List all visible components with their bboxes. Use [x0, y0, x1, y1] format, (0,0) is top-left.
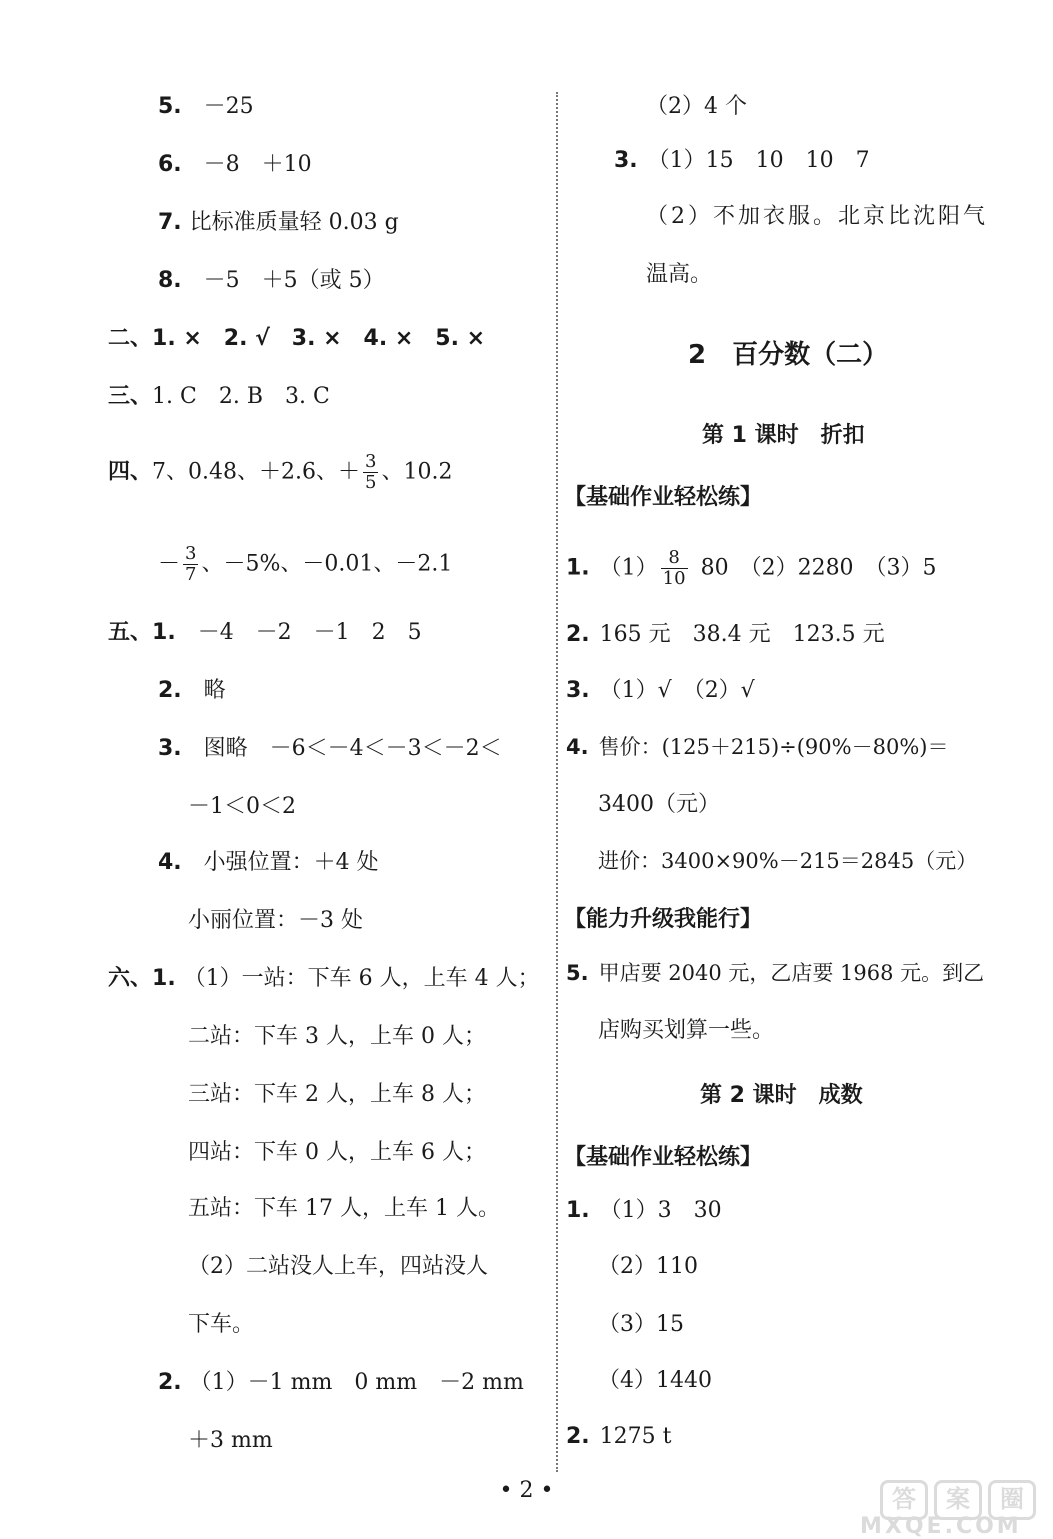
section-6-q2-cont: ＋3 mm	[188, 1428, 273, 1453]
exercise-5: 5. 甲店要 2040 元，乙店要 1968 元。到乙	[566, 961, 985, 985]
section-heading: 【基础作业轻松练】	[564, 485, 763, 510]
exercise-5-cont: 店购买划算一些。	[598, 1018, 775, 1043]
answer-8: 8. －5 ＋5（或 5）	[158, 268, 385, 293]
section-4-answers: 四、7、0.48、＋2.6、＋ $\frac{3}{5}$ 、10.2	[108, 451, 453, 493]
exercise-2: 2. 165 元 38.4 元 123.5 元	[566, 622, 885, 647]
exercise-3: 3. （1）√ （2）√	[566, 678, 755, 703]
answer-3: 3. （1）15 10 10 7	[614, 148, 870, 173]
section-2-answers: 二、1. × 2. √ 3. × 4. × 5. ×	[108, 326, 486, 351]
section-4-answers-cont: － $\frac{3}{7}$ 、－5%、－0.01、－2.1	[158, 543, 453, 585]
exercise-1: 1. （1） $\frac{8}{10}$ 80 （2）2280 （3）5	[566, 547, 937, 589]
exercise-s2: 2. 1275 t	[566, 1424, 672, 1449]
watermark-logo	[860, 1480, 1050, 1539]
section-6-q2: 2. （1）－1 mm 0 mm －2 mm	[158, 1370, 524, 1395]
section-5-q2: 2. 略	[158, 678, 226, 703]
exercise-s1-3: （3）15	[598, 1312, 684, 1337]
answer-5: 5. －25	[158, 94, 254, 119]
section-5-q3: 3. 图略 －6＜－4＜－3＜－2＜	[158, 736, 502, 761]
fraction: $\frac{3}{5}$	[365, 451, 377, 493]
exercise-4-cost: 进价：3400×90%－215＝2845（元）	[598, 849, 978, 873]
answer-7: 7. 比标准质量轻 0.03 g	[158, 210, 399, 235]
section-heading: 【基础作业轻松练】	[564, 1145, 763, 1170]
section-5-q4: 4. 小强位置：＋4 处	[158, 850, 379, 875]
section-heading: 【能力升级我能行】	[564, 907, 763, 932]
answer-6: 6. －8 ＋10	[158, 152, 312, 177]
watermark-char: 案	[934, 1480, 982, 1520]
section-6-q1-line: 下车。	[188, 1312, 255, 1337]
section-6-q1-line: 五站：下车 17 人，上车 1 人。	[188, 1196, 500, 1221]
exercise-s1-2: （2）110	[598, 1254, 698, 1279]
section-6-q1-line: （2）二站没人上车，四站没人	[188, 1254, 488, 1279]
watermark-char: 答	[880, 1480, 928, 1520]
chapter-title: 2 百分数（二）	[688, 340, 889, 370]
answer-2-2: （2）4 个	[646, 94, 747, 119]
lesson-title: 第 1 课时 折扣	[702, 423, 865, 448]
watermark-site: MXQE.COM	[860, 1514, 1022, 1539]
watermark-char: 圈	[988, 1480, 1036, 1520]
column-divider	[556, 92, 558, 1472]
page-number: • 2 •	[499, 1478, 554, 1503]
section-6-q1-line: 三站：下车 2 人，上车 8 人；	[188, 1082, 486, 1107]
answer-3-2: （2）不加衣服。北京比沈阳气	[646, 204, 988, 229]
exercise-4: 4. 售价：(125＋215)÷(90%－80%)＝	[566, 735, 949, 759]
lesson-title: 第 2 课时 成数	[700, 1083, 863, 1108]
fraction: $\frac{3}{7}$	[185, 543, 197, 585]
section-5-q4-cont: 小丽位置：－3 处	[188, 908, 363, 933]
fraction: $\frac{8}{10}$	[662, 547, 686, 589]
exercise-s1-4: （4）1440	[598, 1368, 712, 1393]
section-6-q1-line: 二站：下车 3 人，上车 0 人；	[188, 1024, 486, 1049]
section-3-answers: 三、1. C 2. B 3. C	[108, 384, 330, 409]
section-5-q3-cont: －1＜0＜2	[188, 794, 296, 819]
section-6-q1-line: 四站：下车 0 人，上车 6 人；	[188, 1140, 486, 1165]
answer-3-2-cont: 温高。	[646, 262, 713, 287]
exercise-s1: 1. （1）3 30	[566, 1198, 722, 1223]
exercise-4-cont: 3400（元）	[598, 792, 720, 817]
section-6-q1: 六、1. （1）一站：下车 6 人，上车 4 人；	[108, 966, 540, 991]
section-5-q1: 五、1. －4 －2 －1 2 5	[108, 620, 422, 645]
